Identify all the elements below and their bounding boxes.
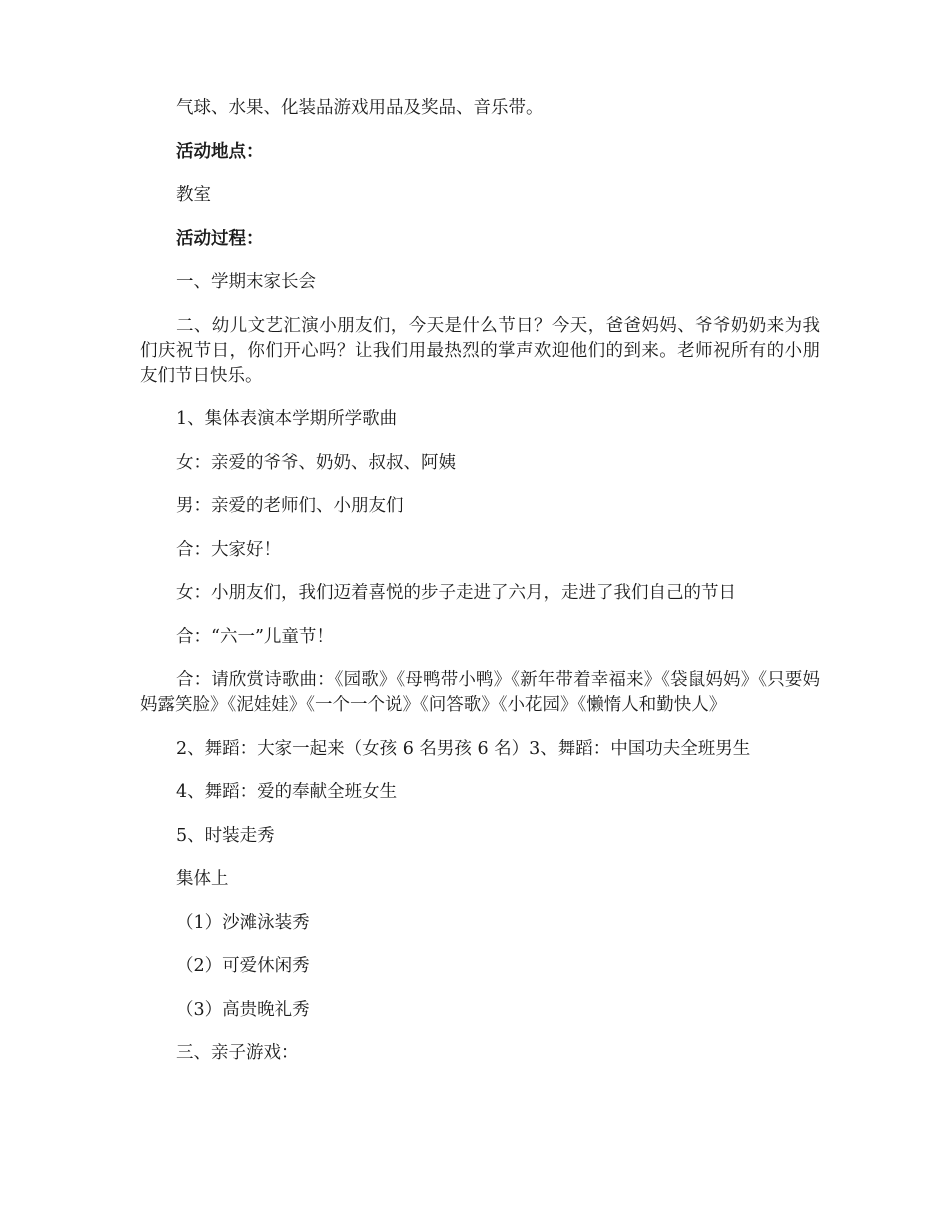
heading-activity-location: 活动地点：: [176, 141, 264, 162]
paragraph-item-1: 1、集体表演本学期所学歌曲: [176, 409, 398, 429]
paragraph-show-2: （2）可爱休闲秀: [176, 956, 310, 976]
heading-activity-process: 活动过程：: [176, 228, 264, 249]
paragraph-line-together-2: 合：“六一”儿童节！: [176, 626, 334, 647]
paragraph-group: 集体上: [176, 869, 229, 889]
paragraph-location: 教室: [176, 185, 211, 205]
paragraph-line-together-1: 合：大家好！: [176, 539, 281, 560]
paragraph-show-1: （1）沙滩泳装秀: [176, 912, 310, 933]
paragraph-line-girl-2: 女：小朋友们，我们迈着喜悦的步子走进了六月，走进了我们自己的节日: [176, 583, 736, 603]
paragraph-materials: 气球、水果、化装品游戏用品及奖品、音乐带。: [176, 98, 544, 118]
paragraph-line-girl-1: 女：亲爱的爷爷、奶奶、叔叔、阿姨: [176, 452, 456, 473]
paragraph-line-boy-1: 男：亲爱的老师们、小朋友们: [176, 496, 404, 516]
paragraph-show-3: （3）高贵晚礼秀: [176, 999, 310, 1020]
paragraph-item-2-3: 2、舞蹈：大家一起来（女孩 6 名男孩 6 名）3、舞蹈：中国功夫全班男生: [176, 738, 751, 759]
paragraph-poems-songs: 合：请欣赏诗歌曲：《园歌》《母鸭带小鸭》《新年带着幸福来》《袋鼠妈妈》《只要妈妈露笑脸》《泥娃娃》《一个一个说》《问答歌》《小花园》《懒惰人和勤快人》: [140, 670, 820, 715]
document-body: [140, 96, 820, 1085]
paragraph-section-2: 二、幼儿文艺汇演小朋友们，今天是什么节日？今天，爸爸妈妈、爷爷奶奶来为我们庆祝节日，你们开心吗？让我们用最热烈的掌声欢迎他们的到来。老师祝所有的小朋友们节日快乐。: [140, 315, 820, 386]
paragraph-item-5: 5、时装走秀: [176, 825, 275, 846]
paragraph-section-3: 三、亲子游戏：: [176, 1043, 299, 1063]
paragraph-item-4: 4、舞蹈：爱的奉献全班女生: [176, 782, 398, 802]
paragraph-section-1: 一、学期末家长会: [176, 272, 316, 292]
